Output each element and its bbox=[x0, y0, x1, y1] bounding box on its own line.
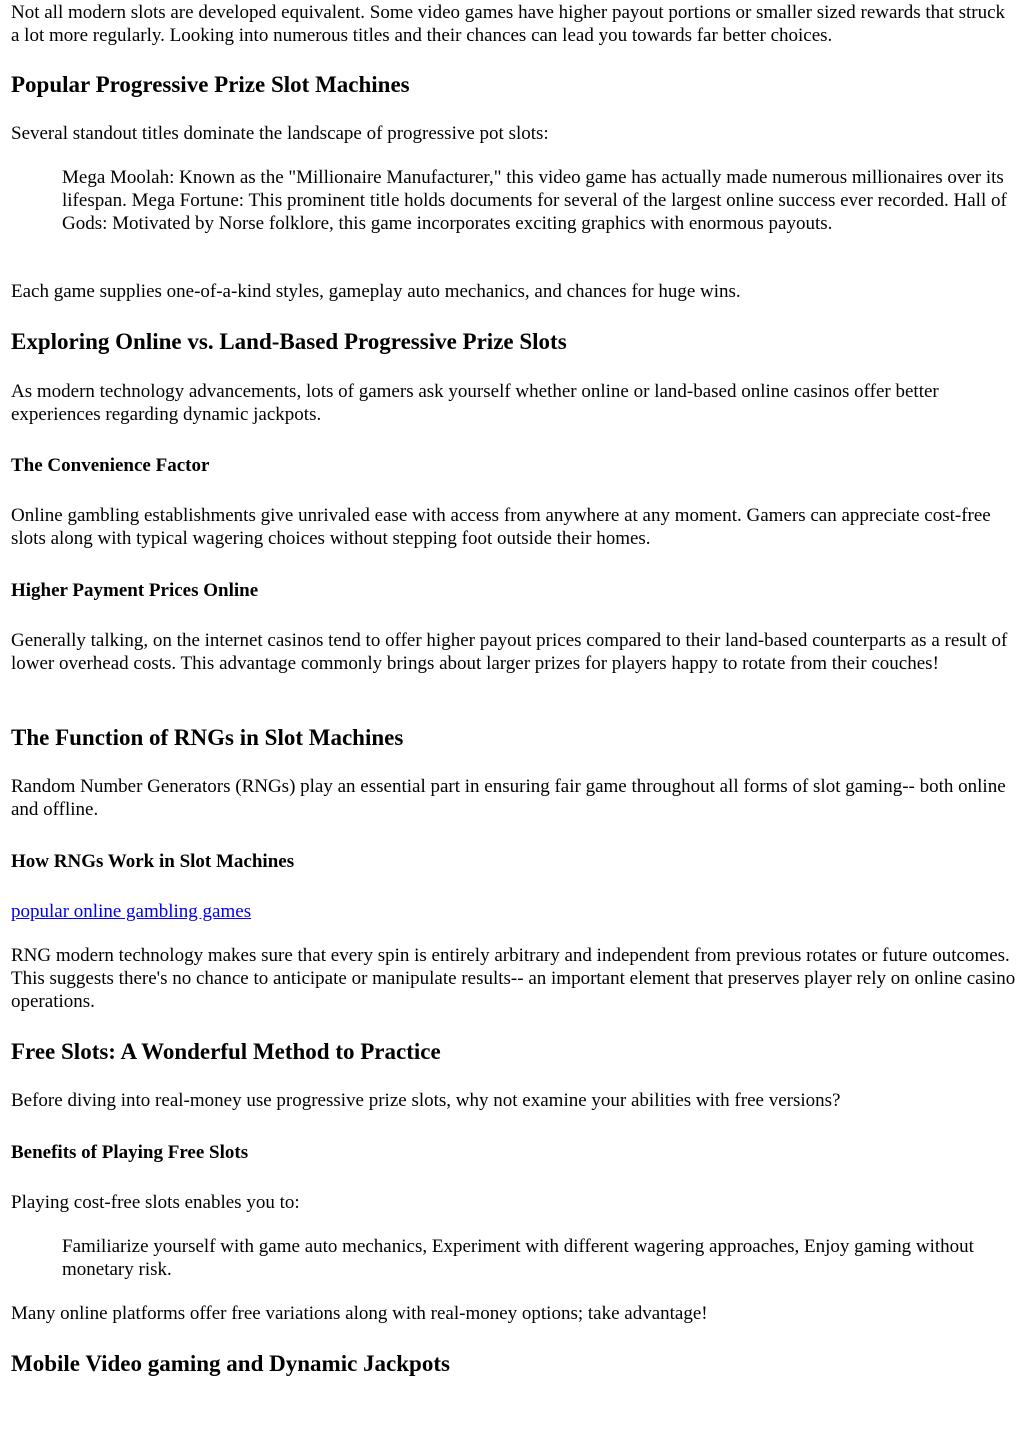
heading-rng: The Function of RNGs in Slot Machines bbox=[11, 725, 404, 750]
paragraph-each-game: Each game supplies one-of-a-kind styles, gameplay auto mechanics, and chances for huge wins. bbox=[11, 281, 741, 302]
heading-higher-payment: Higher Payment Prices Online bbox=[11, 580, 259, 601]
heading-exploring: Exploring Online vs. Land-Based Progressive Prize Slots bbox=[11, 329, 567, 354]
paragraph-free-slots: Before diving into real-money use progressive prize slots, why not examine your abilities with free versions? bbox=[11, 1090, 841, 1111]
quote-titles: Mega Moolah: Known as the "Millionaire Manufacturer," this video game has actually made numerous millionaires over its lifespan. Mega Fortune: This prominent title holds documents for several of the largest online success ever recorded. Hall of Gods: Motivated by Norse folklore, this game incorporates exciting graphics with enormous payouts. bbox=[62, 167, 1007, 234]
paragraph-benefits: Playing cost-free slots enables you to: bbox=[11, 1192, 300, 1213]
paragraph-many-platforms: Many online platforms offer free variations along with real-money options; take advantage! bbox=[11, 1303, 708, 1324]
popular-gambling-games-link[interactable]: popular online gambling games bbox=[11, 901, 252, 922]
paragraph-popular: Several standout titles dominate the landscape of progressive pot slots: bbox=[11, 123, 549, 144]
paragraph-higher-payment: Generally talking, on the internet casinos tend to offer higher payout prices compared to their land-based counterparts as a result of lower overhead costs. This advantage commonly brings about larger prizes for players happy to rotate from their couches! bbox=[11, 630, 1008, 674]
heading-benefits: Benefits of Playing Free Slots bbox=[11, 1142, 249, 1163]
paragraph-exploring: As modern technology advancements, lots of gamers ask yourself whether online or land-based online casinos offer better experiences regarding dynamic jackpots. bbox=[11, 381, 939, 425]
heading-convenience: The Convenience Factor bbox=[11, 455, 210, 476]
paragraph-convenience: Online gambling establishments give unrivaled ease with access from anywhere at any moment. Gamers can appreciate cost-free slots along with typical wagering choices without stepping foot outside their homes. bbox=[11, 505, 991, 549]
heading-mobile: Mobile Video gaming and Dynamic Jackpots bbox=[11, 1351, 450, 1376]
paragraph-rng-work: RNG modern technology makes sure that every spin is entirely arbitrary and independent from previous rotates or future outcomes. This suggests there's no chance to anticipate or manipulate results-- an important element that preserves player rely on online casino operations. bbox=[11, 945, 1016, 1012]
quote-benefits: Familiarize yourself with game auto mechanics, Experiment with different wagering approaches, Enjoy gaming without monetary risk. bbox=[62, 1236, 974, 1280]
paragraph-rng: Random Number Generators (RNGs) play an essential part in ensuring fair game throughout all forms of slot gaming-- both online and offline. bbox=[11, 776, 1006, 820]
heading-rng-work: How RNGs Work in Slot Machines bbox=[11, 851, 295, 872]
heading-popular: Popular Progressive Prize Slot Machines bbox=[11, 72, 410, 97]
intro-paragraph: Not all modern slots are developed equivalent. Some video games have higher payout portions or smaller sized rewards that struck a lot more regularly. Looking into numerous titles and their chances can lead you towards far better choices. bbox=[11, 2, 1006, 46]
heading-free-slots: Free Slots: A Wonderful Method to Practice bbox=[11, 1039, 441, 1064]
